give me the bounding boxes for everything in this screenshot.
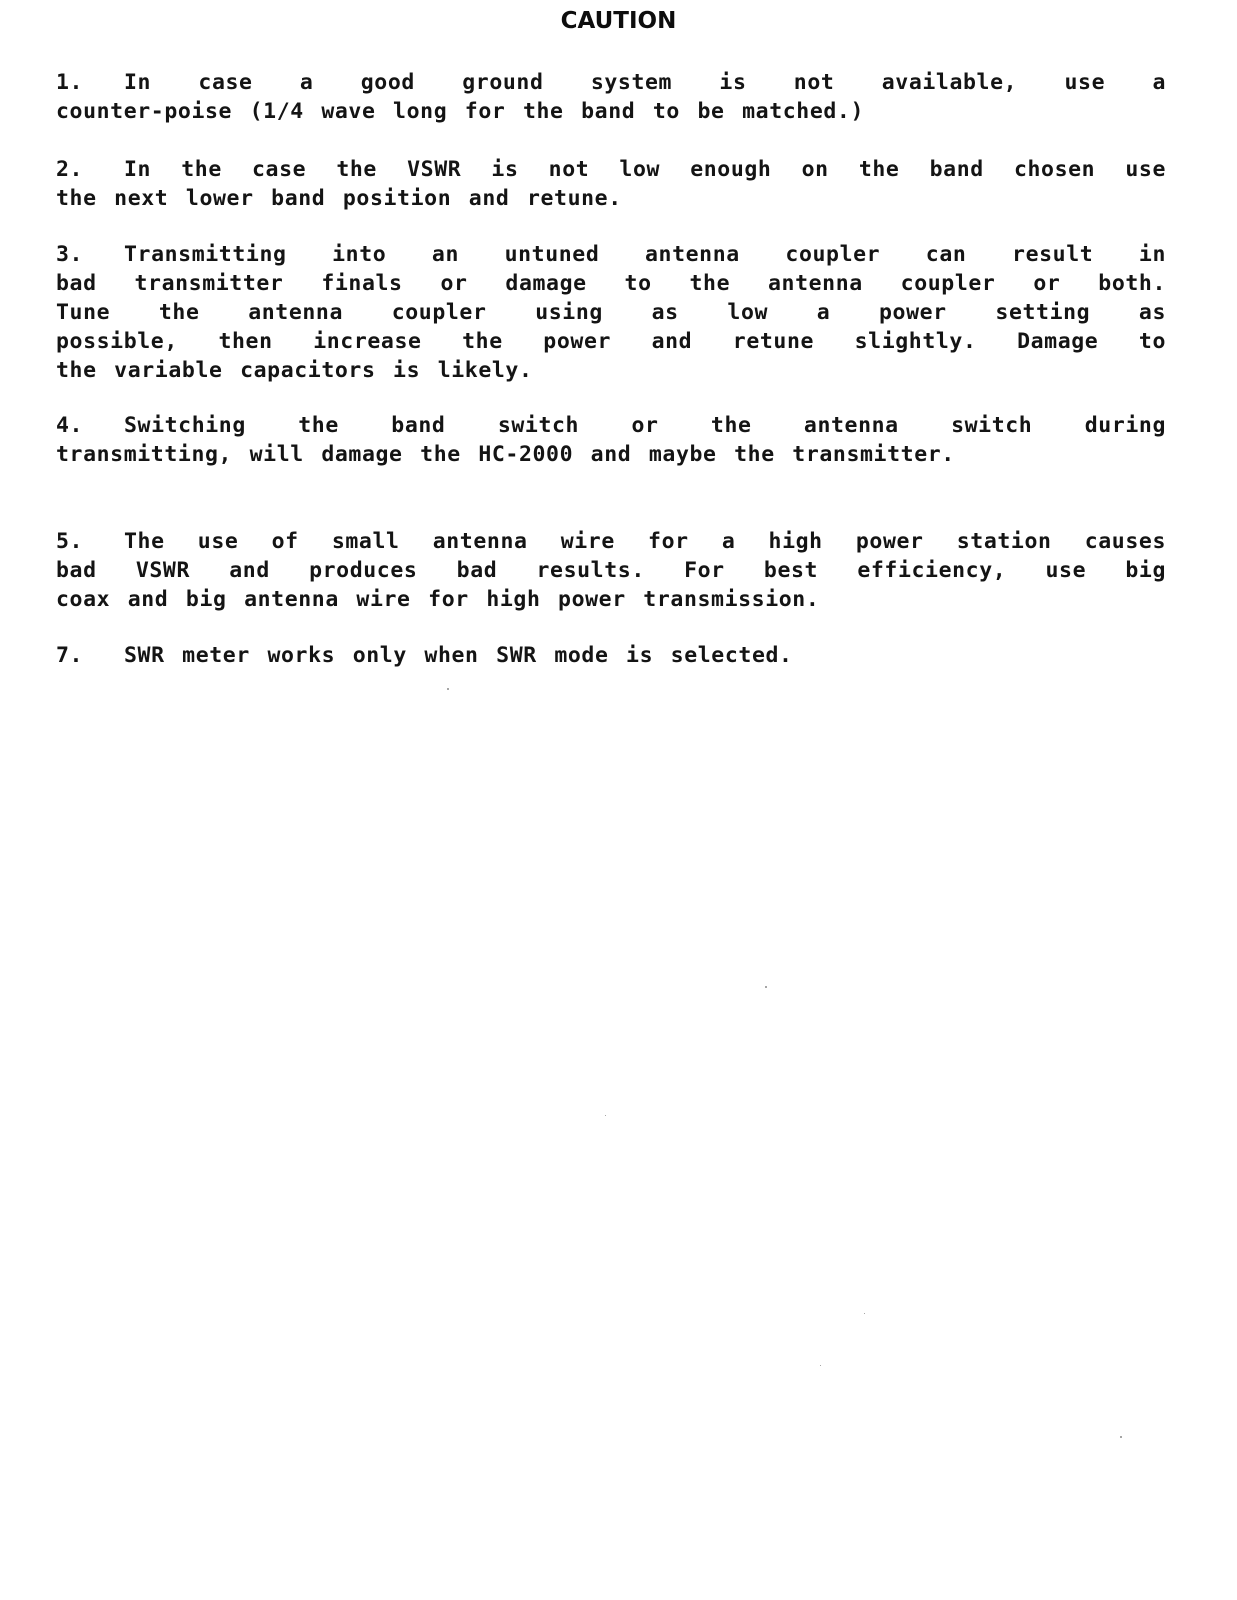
item-line [56,411,1166,440]
item-line: the variable capacitors is likely. [56,358,533,383]
item-number: 5. [56,529,84,554]
item-line: possible, then increase the power and retune slightly. Damage to [56,329,1166,354]
caution-item-3 [56,240,1166,385]
item-line [56,68,1166,97]
item-number: 1. [56,70,84,95]
scan-speck [864,1313,865,1314]
item-line: counter-poise (1/4 wave long for the band to be matched.) [56,99,865,124]
page-title: CAUTION [560,8,677,34]
item-line [56,641,1166,670]
item-line: bad transmitter finals or damage to the antenna coupler or both. [56,271,1166,296]
item-line: coax and big antenna wire for high power transmission. [56,587,820,612]
scan-speck [765,986,767,988]
caution-item-2 [56,155,1166,213]
item-text: The use of small antenna wire for a high power station causes [124,529,1166,554]
item-text: In case a good ground system is not available, use a [124,70,1166,95]
scan-speck [820,1365,821,1366]
item-number: 7. [56,643,84,668]
caution-item-7 [56,641,1166,670]
item-text: In the case the VSWR is not low enough on the band chosen use [124,157,1166,182]
item-line: transmitting, will damage the HC-2000 and maybe the transmitter. [56,442,955,467]
item-line [56,527,1166,556]
item-line: bad VSWR and produces bad results. For best efficiency, use big [56,558,1166,583]
caution-item-5 [56,527,1166,614]
item-number: 4. [56,413,84,438]
item-line [56,155,1166,184]
scan-speck [447,688,449,690]
item-number: 2. [56,157,84,182]
item-line [56,240,1166,269]
item-number: 3. [56,242,84,267]
item-text: SWR meter works only when SWR mode is selected. [124,643,793,668]
item-line: the next lower band position and retune. [56,186,622,211]
caution-item-4 [56,411,1166,469]
caution-item-1 [56,68,1166,126]
item-text: Switching the band switch or the antenna switch during [124,413,1166,438]
item-line: Tune the antenna coupler using as low a power setting as [56,300,1166,325]
scan-speck [605,1115,606,1116]
item-text: Transmitting into an untuned antenna coupler can result in [124,242,1166,267]
scan-speck [1120,1436,1122,1438]
